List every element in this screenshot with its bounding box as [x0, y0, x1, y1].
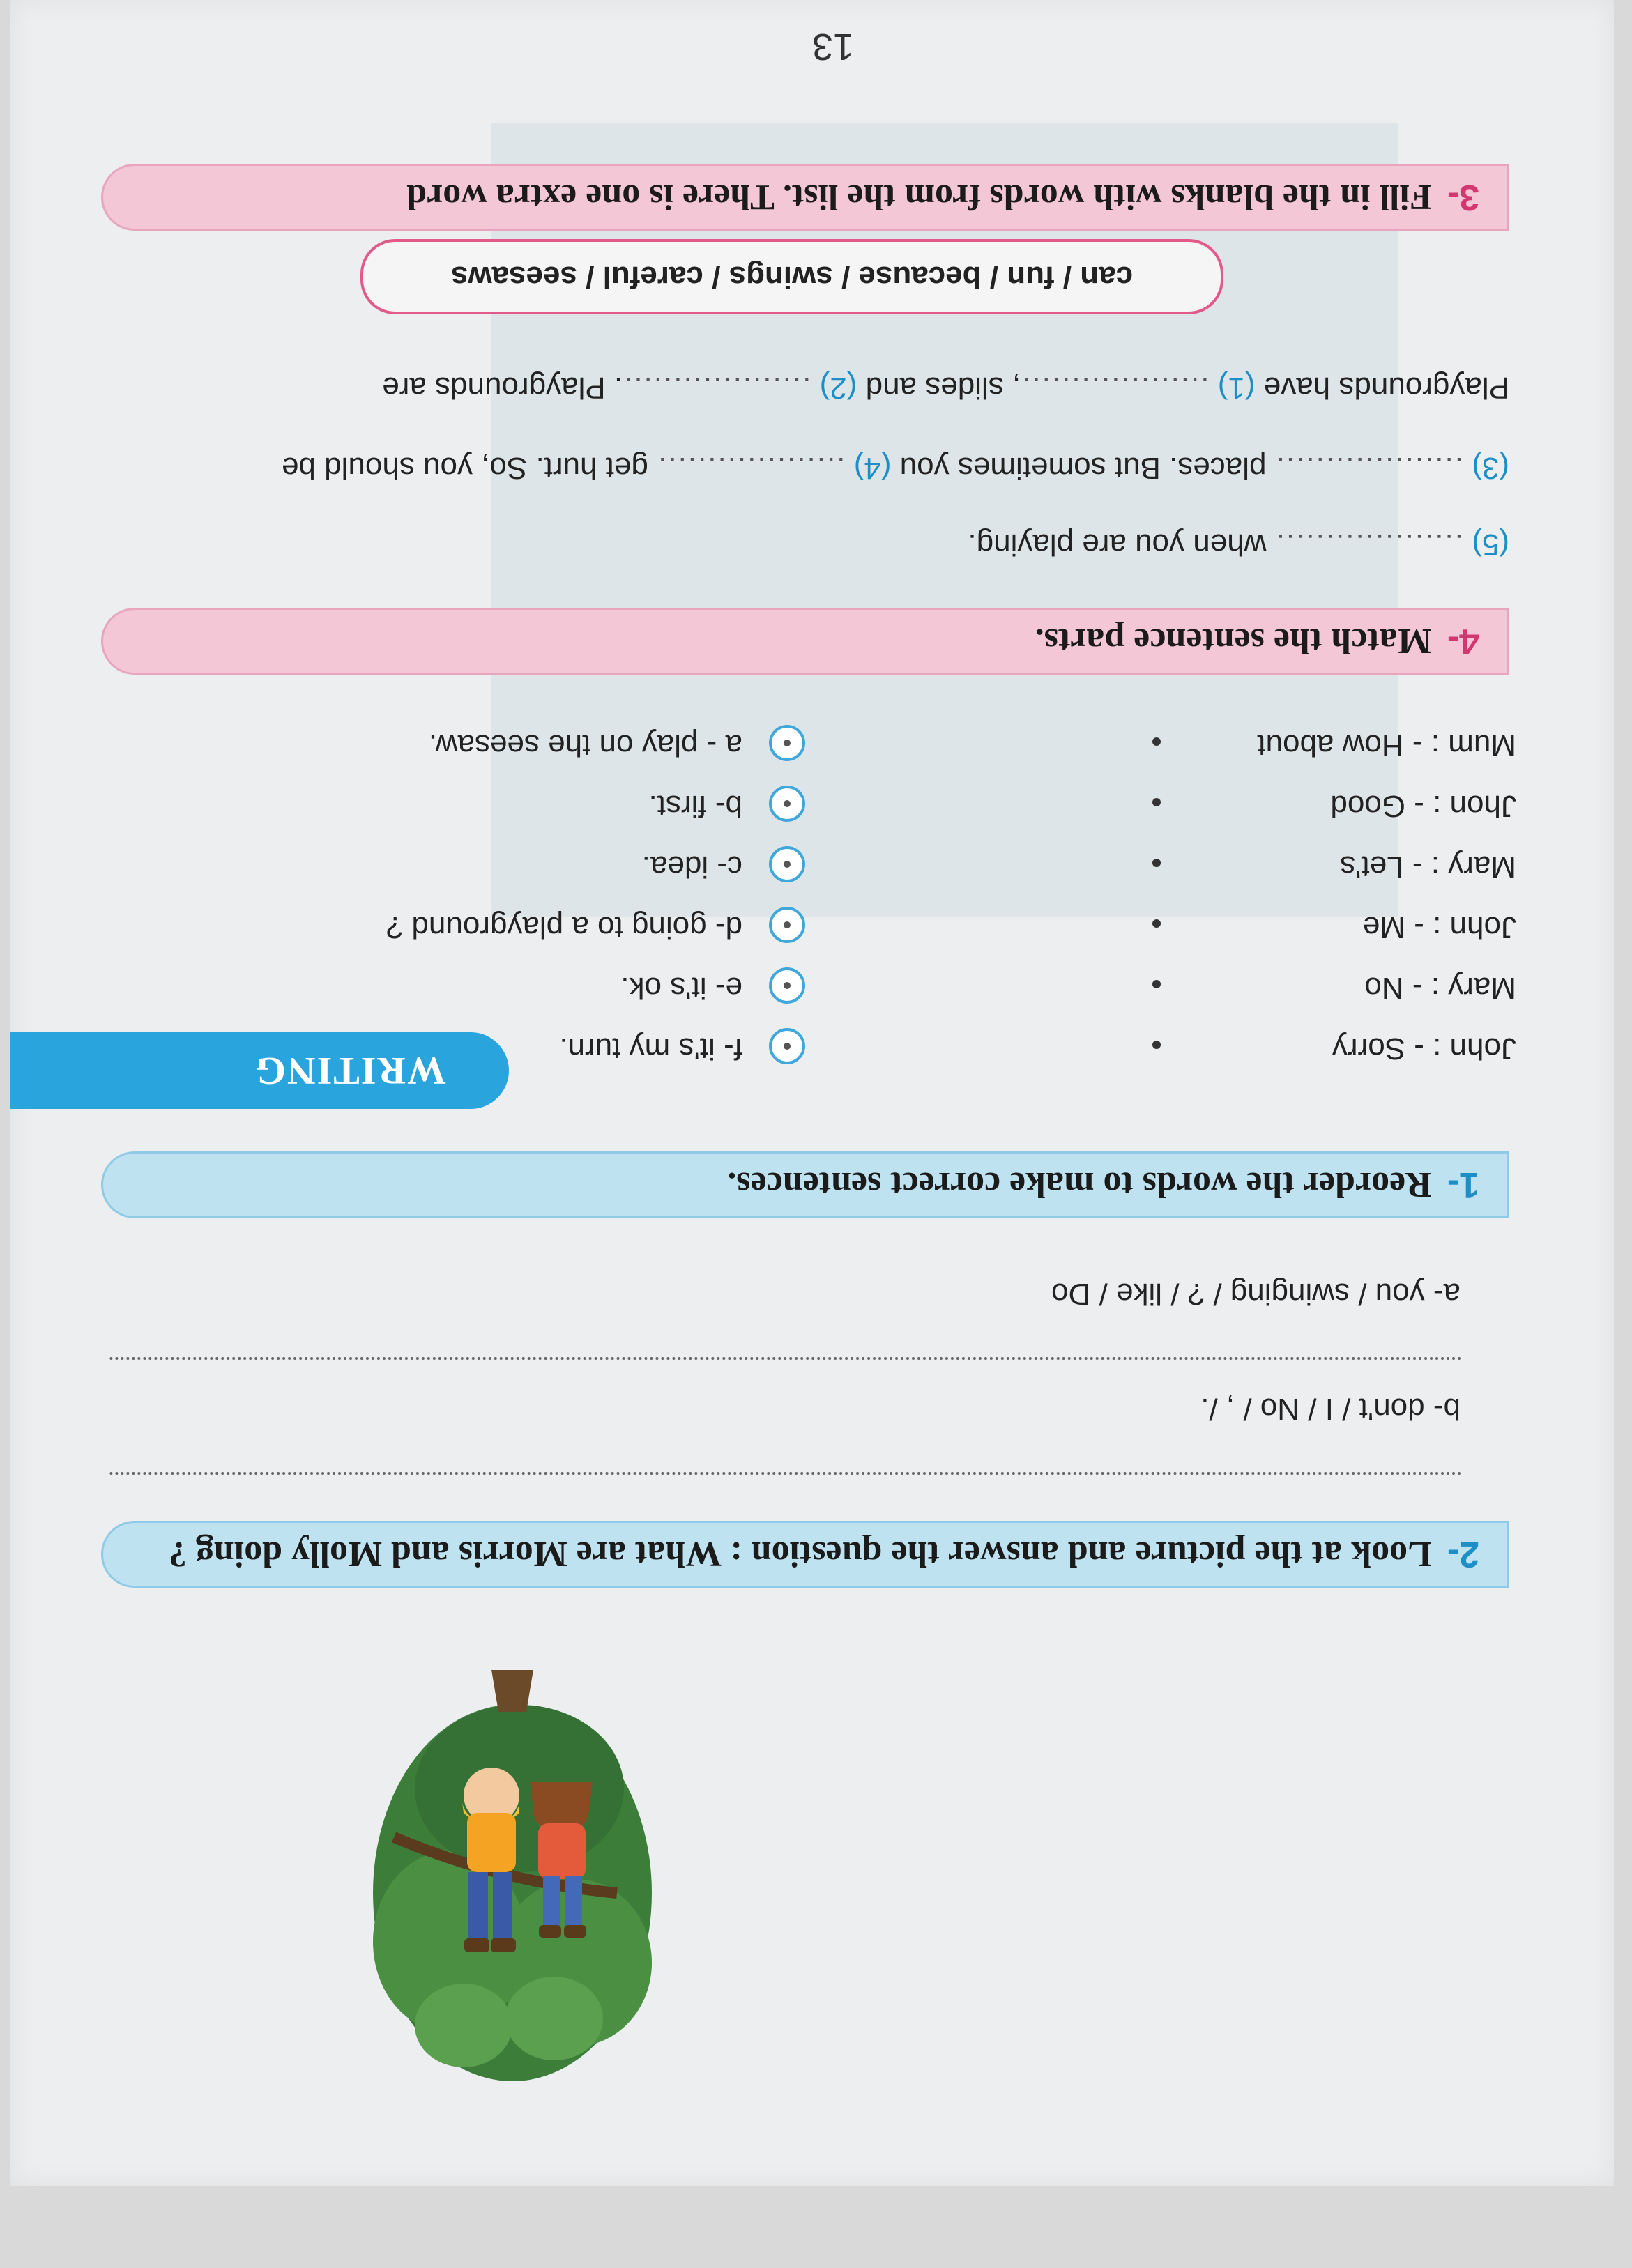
match-left-6: John : - Sorry	[1332, 1032, 1516, 1066]
match-dot-left-1[interactable]	[1152, 737, 1161, 746]
match-circle-right-f[interactable]	[769, 1028, 805, 1064]
match-right-c: c- idea.	[641, 850, 742, 884]
exercise-3-line-3: (5) ................... when you are playing.	[968, 528, 1509, 562]
match-dot-left-5[interactable]	[1152, 980, 1161, 988]
match-left-1: Mum : - How about	[1257, 728, 1516, 763]
blank-3-dots[interactable]: ...................	[1274, 451, 1463, 485]
match-circle-right-e[interactable]	[769, 967, 805, 1004]
match-dot-left-6[interactable]	[1152, 1041, 1161, 1049]
exercise-2-title: Look at the picture and answer the question : What are Morris and Molly doing ?	[168, 1534, 1432, 1574]
blank-number-5: (5)	[1472, 528, 1509, 562]
word-list: can / fun / because / swings / careful / seesaws	[450, 260, 1134, 294]
writing-label: WRITING	[254, 1049, 446, 1092]
exercise-4-number: 4-	[1447, 621, 1479, 661]
page-number: 13	[811, 26, 854, 68]
exercise-3-title: Fill in the blanks with words from the list. There is one extra word	[406, 177, 1432, 217]
blank-1-dots[interactable]: ...................	[1021, 371, 1210, 405]
blank-number-3: (3)	[1472, 451, 1509, 485]
match-right-e: e- it's ok.	[620, 971, 742, 1005]
match-circle-right-b[interactable]	[769, 786, 805, 822]
match-dot-left-4[interactable]	[1152, 919, 1161, 928]
match-right-a: a - play on the seesaw.	[428, 728, 742, 763]
answer-line-a[interactable]	[108, 1357, 1461, 1360]
blank-5-dots[interactable]: ...................	[1274, 528, 1463, 562]
workbook-page	[10, 0, 1614, 2186]
blank-4-dots[interactable]: ...................	[657, 451, 846, 485]
match-circle-right-d[interactable]	[769, 907, 805, 943]
match-left-4: John : - Me	[1362, 910, 1516, 944]
exercise-1-header	[101, 1151, 1509, 1218]
blank-2-dots[interactable]: ...................	[623, 371, 811, 405]
exercise-3-header	[101, 164, 1509, 231]
writing-section-tab	[10, 1032, 509, 1109]
match-dot-left-2[interactable]	[1152, 798, 1161, 806]
match-left-3: Mary : - Let's	[1340, 850, 1516, 884]
tree-trunk	[491, 1670, 533, 1712]
exercise-3-number: 3-	[1447, 177, 1479, 217]
kids-climbing-tree-illustration	[366, 1670, 659, 2102]
exercise-4-header	[101, 608, 1509, 675]
match-right-f: f- it's my turn.	[559, 1032, 742, 1066]
word-list-box	[360, 239, 1223, 314]
exercise-1-item-a: a- you / swinging / ? / like / Do	[1051, 1277, 1461, 1311]
match-left-5: Mary : - No	[1364, 971, 1516, 1005]
answer-line-b[interactable]	[108, 1472, 1461, 1475]
match-circle-right-a[interactable]	[769, 725, 805, 761]
exercise-1-title: Reorder the words to make correct sentences.	[727, 1165, 1432, 1205]
blank-number-1: (1)	[1217, 371, 1256, 405]
exercise-3-line-2: (3) ................... places. But sometimes you (4) ................... get hurt. So, you should be	[281, 451, 1509, 485]
exercise-3-line-1: Playgrounds have (1) ..................., slides and (2) .................... Playgrounds are	[382, 371, 1509, 405]
exercise-2-header	[101, 1521, 1509, 1588]
match-right-d: d- going to a playground ?	[386, 910, 742, 944]
blank-number-2: (2)	[819, 371, 857, 405]
match-left-2: Jhon : - Good	[1330, 789, 1516, 823]
match-right-b: b- first.	[648, 789, 742, 823]
exercise-2-number: 2-	[1447, 1534, 1479, 1574]
exercise-1-item-b: b- don't / I / No / , /.	[1200, 1392, 1461, 1426]
blank-number-4: (4)	[853, 451, 892, 485]
match-circle-right-c[interactable]	[769, 846, 805, 882]
exercise-4-title: Match the sentence parts.	[1035, 621, 1432, 661]
exercise-1-number: 1-	[1447, 1165, 1479, 1205]
match-dot-left-3[interactable]	[1152, 859, 1161, 867]
